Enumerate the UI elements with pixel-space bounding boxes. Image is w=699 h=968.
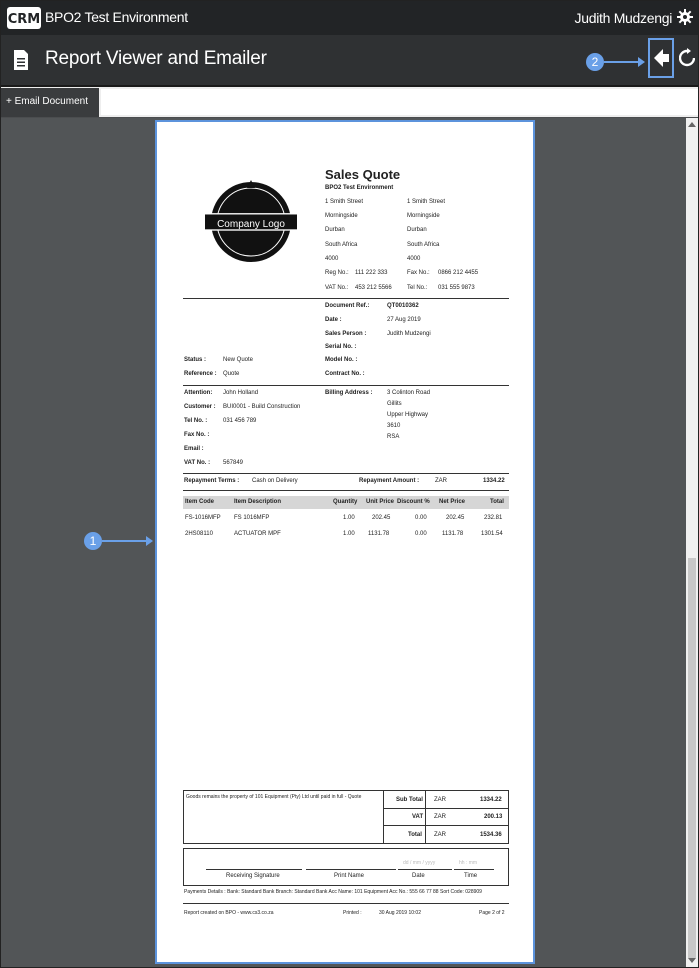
reference-label: Reference : [184,371,217,377]
table-cell: 1.00 [343,515,355,521]
customer-label: Customer : [184,404,216,410]
email-label: Email : [184,446,204,452]
attention-label: Attention: [184,390,213,396]
column-header: Discount % [397,499,430,505]
callout-badge-2: 2 [586,53,604,71]
callout-arrow-1 [102,540,146,542]
back-arrow-icon [650,40,672,76]
document-icon [13,49,29,71]
company-logo-text: Company Logo [217,219,285,230]
receiving-signature-caption: Receiving Signature [226,873,280,879]
vat-label: VAT No.: [325,285,349,291]
sales-person-label: Sales Person : [325,331,367,337]
company-name: BPO2 Test Environment [325,185,394,191]
gear-icon[interactable] [677,9,693,25]
divider [384,808,508,809]
report-page [155,120,535,964]
repay-amount-label: Repayment Amount : [359,478,420,484]
divider [183,385,509,386]
items-table-header [183,496,509,509]
table-cell: 0.00 [415,515,427,521]
divider [183,903,509,904]
repay-terms-label: Repayment Terms : [184,478,240,484]
reference-value: Quote [223,371,240,377]
date-value: 27 Aug 2019 [387,317,421,323]
model-label: Model No. : [325,357,358,363]
sub-total-label: Sub Total [396,797,423,803]
scroll-thumb[interactable] [688,558,696,958]
app-title: BPO2 Test Environment [45,9,188,25]
print-name-line [306,869,396,870]
address-right-line: Morningside [407,213,440,219]
attention-value: John Holland [223,390,259,396]
address-left-line: South Africa [325,242,358,248]
callout-arrow-2 [604,61,638,63]
column-header: Total [490,499,504,505]
billing-label: Billing Address : [325,390,373,396]
table-cell: 202.45 [446,515,465,521]
status-value: New Quote [223,357,254,363]
repay-currency: ZAR [435,478,447,484]
fax-label: Fax No.: [407,270,430,276]
signature-box [183,848,509,886]
divider [183,490,509,491]
column-header: Item Description [234,499,282,505]
table-cell: 2HS08110 [185,531,213,537]
repay-terms-value: Cash on Delivery [252,478,298,484]
address-left-line: Morningside [325,213,358,219]
reg-value: 111 222 333 [355,270,388,276]
email-document-tab[interactable]: + Email Document [1,88,99,117]
fax-value: 0866 212 4455 [438,270,479,276]
viewer-scrollbar[interactable] [686,118,698,967]
scroll-up-icon[interactable] [688,122,696,127]
total-label: Total [408,832,422,838]
svg-text:CRM: CRM [7,12,41,27]
table-cell: ACTUATOR MPF [234,531,281,537]
address-left-line: 1 Smith Street [325,199,364,205]
vat-value: 453 212 5566 [355,285,392,291]
report-title: Sales Quote [325,167,401,182]
page-title: Report Viewer and Emailer [45,48,267,69]
tel-no-label: Tel No. : [184,418,208,424]
vat-total-label: VAT [412,814,424,820]
billing-line: RSA [387,434,400,440]
doc-ref-label: Document Ref.: [325,303,370,309]
table-cell: 1131.78 [368,531,390,537]
address-right-line: 4000 [407,256,421,262]
vat-total-value: 200.13 [484,814,503,820]
time-caption: Time [464,873,478,879]
date-placeholder: dd / mm / yyyy [403,860,436,866]
time-line [454,869,494,870]
date-caption: Date [412,873,425,879]
vat-no-value: 567849 [223,460,244,466]
user-name[interactable]: Judith Mudzengi [574,10,672,26]
print-name-caption: Print Name [334,873,365,879]
customer-value: BUI0001 - Build Construction [223,404,301,410]
callout-arrowhead-1 [146,536,153,546]
column-header: Quantity [333,499,358,505]
address-right-line: 1 Smith Street [407,199,446,205]
vat-total-currency: ZAR [434,814,446,820]
payment-details: Payments Details : Bank: Standard Bank Branch: Standard Bank Acc Name: 101 Equipment Acc No.: 555 66 77 88 Sort Code: 028909 [184,889,482,895]
table-cell: 1.00 [343,531,355,537]
divider [183,298,509,299]
tab-strip-empty [101,89,698,115]
tel-label: Tel No.: [407,285,428,291]
footer-printed-value: 30 Aug 2019 10:02 [379,910,421,916]
goods-note-cell [184,791,384,843]
back-button[interactable] [648,38,674,78]
column-header: Unit Price [366,499,395,505]
serial-label: Serial No. : [325,344,357,350]
date-label: Date : [325,317,342,323]
callout-arrowhead-2 [638,57,645,67]
time-placeholder: hh : mm [459,860,478,866]
refresh-icon[interactable] [679,48,695,68]
billing-line: Gillits [387,401,402,407]
scroll-down-icon[interactable] [688,958,696,963]
company-logo [205,176,297,268]
billing-line: 3 Colinton Road [387,390,431,396]
reg-label: Reg No.: [325,270,349,276]
tel-value: 031 555 9873 [438,285,475,291]
fax-no-label: Fax No. : [184,432,210,438]
footer-created: Report created on BPO - www.cs3.co.za [184,910,274,916]
divider [183,473,509,474]
divider [384,825,508,826]
table-cell: 1131.78 [442,531,464,537]
address-right-line: Durban [407,227,427,233]
table-cell: FS 1016MFP [234,515,270,521]
doc-ref-value: QT0010362 [387,303,419,309]
column-header: Net Price [439,499,466,505]
address-right-line: South Africa [407,242,440,248]
total-currency: ZAR [434,832,446,838]
date-line [398,869,452,870]
totals-box [183,790,509,844]
vat-no-label: VAT No. : [184,460,211,466]
table-cell: FS-1016MFP [185,515,221,521]
address-left-line: 4000 [325,256,339,262]
crm-logo-icon[interactable] [7,7,41,29]
sub-total-value: 1334.22 [480,797,502,803]
title-bar [1,35,698,87]
signature-line [206,869,302,870]
repay-amount-value: 1334.22 [483,478,505,484]
footer-printed-label: Printed : [343,910,362,916]
column-header: Item Code [185,499,215,505]
address-left-line: Durban [325,227,345,233]
tab-bar [1,87,698,117]
sales-person-value: Judith Mudzengi [387,331,431,337]
table-cell: 0.00 [415,531,427,537]
top-bar [1,1,698,35]
table-cell: 232.81 [484,515,503,521]
total-value: 1534.36 [480,832,502,838]
table-cell: 1301.54 [481,531,503,537]
table-cell: 202.45 [372,515,391,521]
goods-note: Goods remains the property of 101 Equipment (Pty) Ltd until paid in full - Quote [186,794,362,800]
billing-line: Upper Highway [387,412,429,418]
contract-label: Contract No. : [325,371,365,377]
status-label: Status : [184,357,207,363]
billing-line: 3610 [387,423,401,429]
tel-no-value: 031 456 789 [223,418,257,424]
sub-total-currency: ZAR [434,797,446,803]
callout-badge-1: 1 [84,532,102,550]
footer-page: Page 2 of 2 [479,910,505,916]
